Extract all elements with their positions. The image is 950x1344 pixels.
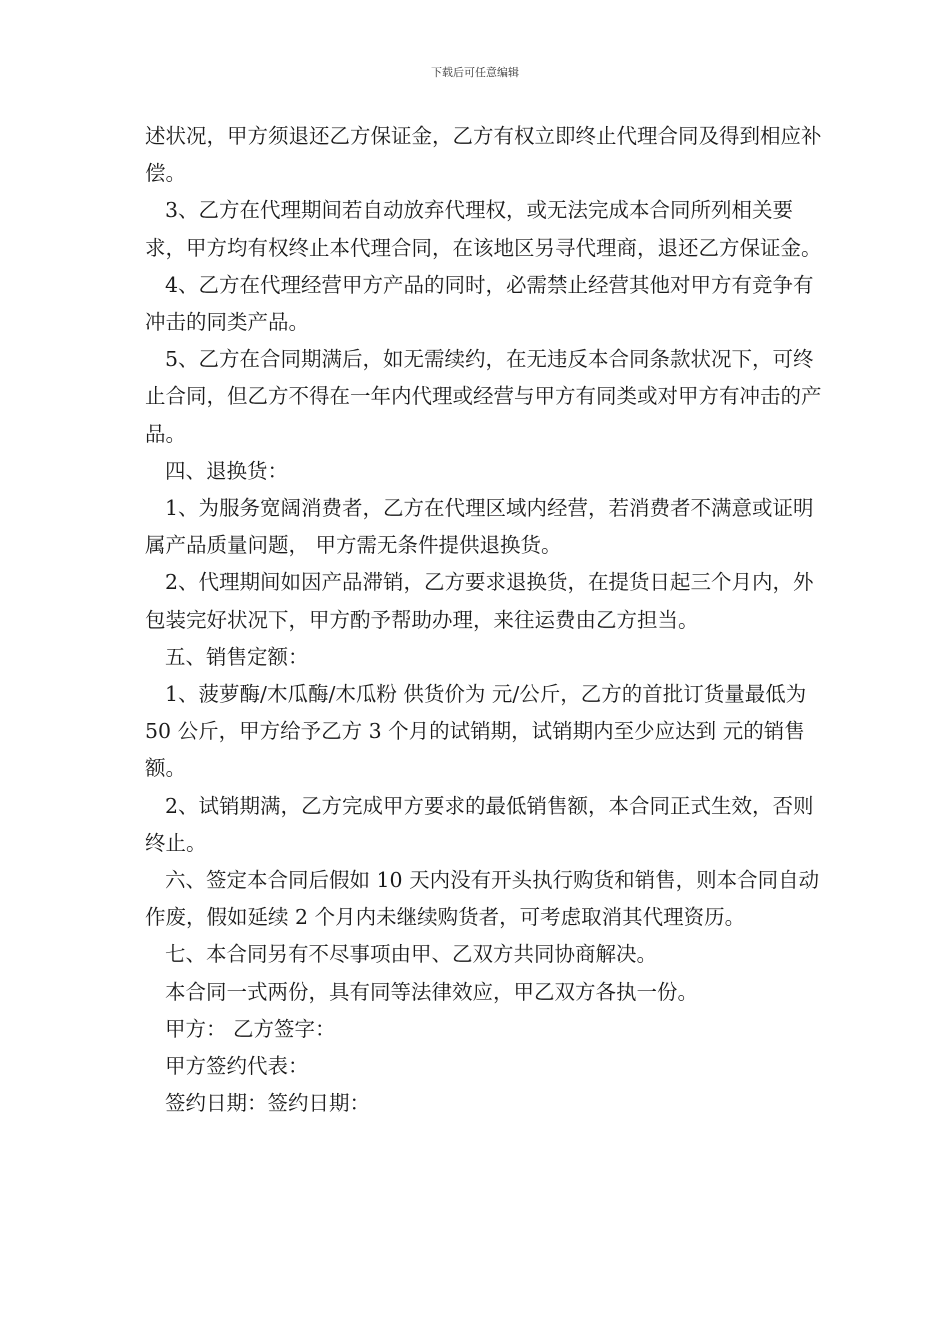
contract-body xyxy=(145,118,825,1122)
paragraph: 1、为服务宽阔消费者，乙方在代理区域内经营，若消费者不满意或证明属产品质量问题， 甲方需无条件提供退换货。 xyxy=(145,496,814,558)
paragraph: 2、代理期间如因产品滞销，乙方要求退换货，在提货日起三个月内，外包装完好状况下，甲方酌予帮助办理，来往运费由乙方担当。 xyxy=(145,570,814,632)
signature-line-date: 签约日期：签约日期： xyxy=(165,1091,370,1116)
paragraph: 本合同一式两份，具有同等法律效应，甲乙双方各执一份。 xyxy=(165,979,698,1004)
signature-line-party-a-b: 甲方： 乙方签字： xyxy=(165,1016,336,1041)
paragraph: 六、签定本合同后假如 10 天内没有开头执行购货和销售，则本合同自动作废，假如延续 2 个月内未继续购货者，可考虑取消其代理资历。 xyxy=(145,868,820,930)
section-heading: 四、退换货： xyxy=(165,458,288,483)
paragraph: 5、乙方在合同期满后，如无需续约，在无违反本合同条款状况下，可终止合同，但乙方不得在一年内代理或经营与甲方有同类或对甲方有冲击的产品。 xyxy=(145,347,822,446)
paragraph: 述状况，甲方须退还乙方保证金，乙方有权立即终止代理合同及得到相应补偿。 xyxy=(145,124,822,186)
paragraph: 4、乙方在代理经营甲方产品的同时，必需禁止经营其他对甲方有竞争有冲击的同类产品。 xyxy=(145,272,814,335)
paragraph: 七、本合同另有不尽事项由甲、乙双方共同协商解决。 xyxy=(165,942,657,967)
paragraph: 3、乙方在代理期间若自动放弃代理权，或无法完成本合同所列相关要求，甲方均有权终止本代理合同，在该地区另寻代理商，退还乙方保证金。 xyxy=(145,198,822,260)
section-heading: 五、销售定额： xyxy=(165,644,309,669)
paragraph: 2、试销期满，乙方完成甲方要求的最低销售额，本合同正式生效，否则终止。 xyxy=(145,793,814,855)
paragraph: 1、菠萝酶/木瓜酶/木瓜粉 供货价为 元/公斤，乙方的首批订货量最低为 50 公斤，甲方给予乙方 3 个月的试销期，试销期内至少应达到 元的销售额。 xyxy=(145,682,807,781)
page-header: 下载后可任意编辑 xyxy=(431,66,519,79)
signature-line-representative: 甲方签约代表： xyxy=(165,1054,309,1079)
